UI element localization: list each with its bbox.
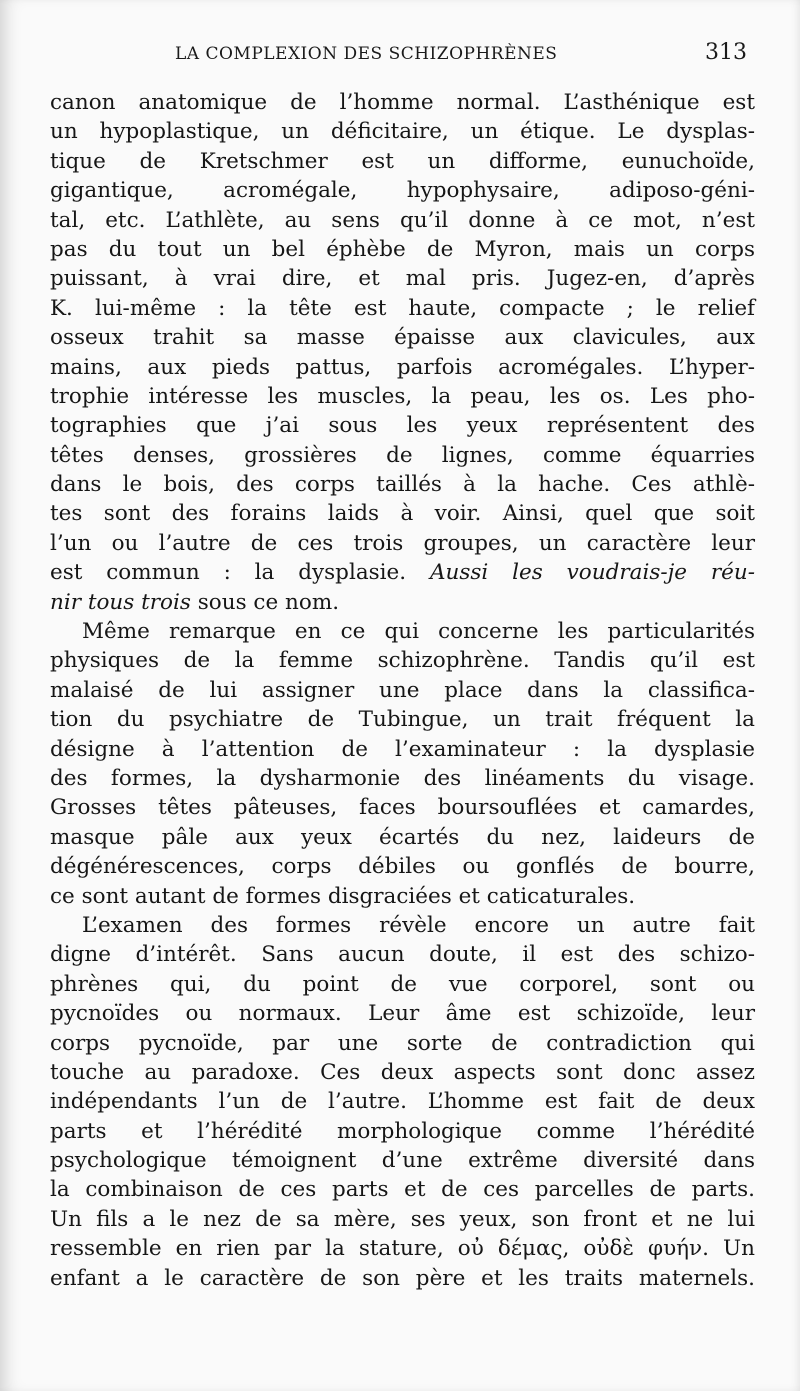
text-line: tion du psychiatre de Tubingue, un trait fréquent la [50,707,755,733]
text-line: indépendants l’un de l’autre. L’homme est fait de deux [50,1089,755,1115]
italic-text-span: nir tous trois [50,589,191,615]
text-line: la combinaison de ces parts et de ces parcelles de parts. [50,1177,755,1203]
text-line: pycnoïdes ou normaux. Leur âme est schizoïde, leur [50,1001,755,1027]
running-head-title: LA COMPLEXION DES SCHIZOPHRÈNES [175,44,558,64]
text-span: sous ce nom. [190,589,340,615]
text-line: touche au paradoxe. Ces deux aspects sont donc assez [50,1059,755,1085]
text-line: malaisé de lui assigner une place dans la classifica- [50,677,755,703]
text-line: K. lui-même : la tête est haute, compacte ; le relief [50,295,755,321]
text-line: Même remarque en ce qui concerne les particularités [82,619,755,645]
text-line: tes sont des forains laids à voir. Ainsi, quel que soit [50,501,755,527]
text-line: canon anatomique de l’homme normal. L’asthénique est [50,90,755,115]
text-line: un hypoplastique, un déficitaire, un étique. Le dysplas- [50,119,755,145]
text-line: tographies que j’ai sous les yeux représentent des [50,413,755,439]
page-body-text [50,88,755,1293]
text-line: tal, etc. L’athlète, au sens qu’il donne à ce mot, n’est [50,207,755,233]
text-line: désigne à l’attention de l’examinateur : la dysplasie [50,736,755,762]
text-line: psychologique témoignent d’une extrême diversité dans [50,1148,755,1174]
text-line: enfant a le caractère de son père et les traits maternels. [50,1265,755,1291]
text-line: digne d’intérêt. Sans aucun doute, il est des schizo- [50,942,755,968]
text-line: parts et l’hérédité morphologique comme l’hérédité [50,1118,755,1144]
text-line: L’examen des formes révèle encore un autre fait [82,912,755,938]
text-line: puissant, à vrai dire, et mal pris. Jugez-en, d’après [50,266,755,292]
page-number: 313 [705,40,747,65]
text-line: ce sont autant de formes disgraciées et caticaturales. [50,883,636,909]
text-line: physiques de la femme schizophrène. Tandis qu’il est [50,648,755,674]
text-line: Un fils a le nez de sa mère, ses yeux, son front et ne lui [50,1206,755,1232]
text-line: masque pâle aux yeux écartés du nez, laideurs de [50,824,755,850]
text-line: trophie intéresse les muscles, la peau, les os. Les pho- [50,383,755,409]
text-line: têtes denses, grossières de lignes, comme équarries [50,442,755,468]
text-line: pas du tout un bel éphèbe de Myron, mais un corps [50,236,755,262]
text-line: phrènes qui, du point de vue corporel, sont ou [50,971,755,997]
text-span: est commun : la dysplasie. [50,560,430,586]
text-line: dégénérescences, corps débiles ou gonflés de bourre, [50,854,755,880]
text-line: ressemble en rien par la stature, οὐ δέμας, οὐδὲ φυήν. Un [50,1236,755,1262]
text-line: mains, aux pieds pattus, parfois acromégales. L’hyper- [50,354,755,380]
paragraph [50,911,755,1293]
text-line: des formes, la dysharmonie des linéaments du visage. [50,765,755,791]
text-line: tique de Kretschmer est un difforme, eunuchoïde, [50,148,755,174]
paragraph [50,88,755,617]
italic-text-span: Aussi les voudrais-je réu- [429,560,755,586]
text-line [50,588,755,617]
text-line: corps pycnoïde, par une sorte de contradiction qui [50,1030,755,1056]
text-line [50,558,755,587]
text-line: gigantique, acromégale, hypophysaire, adiposo-géni- [50,178,755,204]
text-line: Grosses têtes pâteuses, faces boursouflées et camardes, [50,795,755,821]
text-line: l’un ou l’autre de ces trois groupes, un caractère leur [50,530,755,556]
text-line: dans le bois, des corps taillés à la hache. Ces athlè- [50,472,755,498]
text-line: osseux trahit sa masse épaisse aux clavicules, aux [50,325,755,351]
paragraph [50,617,755,911]
